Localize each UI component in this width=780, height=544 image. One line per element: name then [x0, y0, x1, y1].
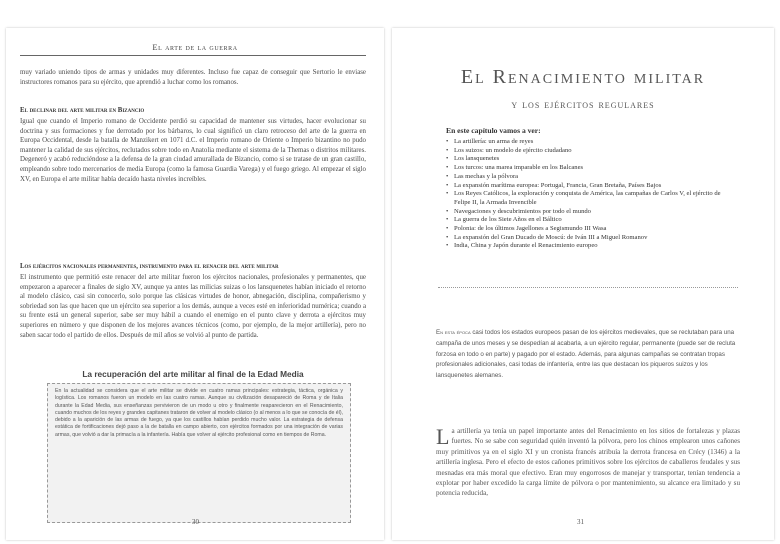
sidebar-box — [47, 383, 351, 523]
box-title: La recuperación del arte militar al final de la Edad Media — [82, 369, 304, 379]
intro-lead-words: En esta época — [436, 329, 471, 336]
chapter-topic-item: • La expansión marítima europea: Portugal, Francia, Gran Bretaña, Países Bajos — [446, 182, 736, 191]
page-number-left: 30 — [192, 518, 199, 526]
chapter-topic-item: • Los lansquenetes — [446, 155, 736, 164]
header-rule — [20, 55, 366, 56]
intro-paragraph-text: casi todos los estados europeos pasan de los ejércitos medievales, que se reclutaban para una campaña de unos meses y se despedían al acabarla, a un ejército regular, permanente (puede ser de recluta forzosa en todo o en parte) y pagado por el estado. Además, para algunas campañas se contratan tropas profesionales adicionales, casi todas de infantería, entre las que destacan los piqueros suizos y los lansquenetes alemanes. — [436, 329, 736, 380]
left-page — [6, 28, 384, 540]
page-number-right: 31 — [577, 518, 584, 526]
right-page — [392, 28, 774, 540]
box-text: En la actualidad se considera que el arte militar se divide en cuatro ramas principales: estrategia, táctica, orgánica y logística. Los romanos fueron un modelo en las cuatro ramas. Aunque su civilización desapareció de Roma y de Italia durante la Edad Media, sus enseñanzas pervivieron de un modo u otro y finalmente reaparecieron en el Renacimiento, cuando muchos de los reyes y grandes capitanes trataron de volver al modelo clásico (o al menos a lo que se conocía de él), debido a la aparición de las armas de fuego, ya que los castillos habían perdido mucho valor. La estrategia de defensa estática de fortificaciones dejó paso a la de batalla en campo abierto, con ejércitos formados por una integración de varias armas, que volvió a dar la primacía a la infantería. Había que volver al ejército profesional como en tiempos de Roma. — [55, 388, 343, 438]
continuation-paragraph: muy variado uniendo tipos de armas y unidades muy diferentes. Incluso fue capaz de conseguir que Sertorio le enviase instructores romanos para su ejército, que aprendió a luchar como los romanos. — [20, 69, 366, 86]
running-head: El arte de la guerra — [152, 42, 238, 52]
chapter-topic-item: • Navegaciones y descubrimientos por todo el mundo — [446, 208, 736, 217]
chapter-intro-paragraph — [436, 328, 740, 382]
chapter-subtitle: y los ejércitos regulares — [511, 97, 655, 111]
chapter-topic-item: • Polonia: de los últimos Jagellones a Segismundo III Wasa — [446, 225, 736, 234]
chapter-topic-item: • Las mechas y la pólvora — [446, 173, 736, 182]
chapter-topic-item: • Los Reyes Católicos, la exploración y conquista de América, las campañas de Carlos V, el ejército de Felipe II, la Armada Invencible — [446, 190, 736, 207]
chapter-title: El Renacimiento militar — [460, 66, 706, 88]
chapter-topic-item: • Los suizos: un modelo de ejército ciudadano — [446, 147, 736, 156]
chapter-topics-list — [446, 138, 736, 251]
chapter-intro-label: En este capítulo vamos a ver: — [446, 126, 541, 135]
dotted-divider — [438, 287, 738, 288]
main-paragraph — [436, 426, 740, 499]
chapter-topic-item: • La artillería: un arma de reyes — [446, 138, 736, 147]
drop-cap: L — [436, 424, 450, 449]
main-paragraph-text: a artillería ya tenía un papel importante antes del Renacimiento en los sitios de fortalezas y plazas fuertes. No se sabe con seguridad quién inventó la pólvora, pero los chinos emplearon unos cañones muy primitivos ya en el siglo XI y un cronista francés atribuía la derrota francesa en Crécy (1346) a la artillería inglesa. Pero el efecto de estos cañones primitivos sobre los ejércitos de caballeros feudales y sus mesnadas era más moral que efectivo. Eran muy engorrosos de manejar y transportar, tenían tendencia a explotar por haber excedido la carga límite de pólvora o por mantenimiento, su alcance era limitado y su potencia reducida, — [436, 427, 740, 498]
section-heading-ejercitos: Los ejércitos nacionales permanentes, instrumento para el renacer del arte militar — [20, 263, 279, 270]
section-paragraph-ejercitos: El instrumento que permitió este renacer del arte militar fueron los ejércitos nacionales, profesionales y permanentes, que empezaron a aparecer a finales de siglo XV, aunque ya antes las milicias suizas o los lansquenetes habían iniciado el retorno al modelo clásico, casi sin conocerlo, solo porque las clásicas virtudes de honor, abnegación, disciplina, compañerismo y sobriedad son las que hacen que un ejército sea superior a los demás, aunque a veces esté en inferioridad numérica; cuando a su frente está un general superior, sabe ser muy hábil a cuando el enemigo en el punto clave y derrota a ejércitos muy superiores en número y que disponen de los mejores avances técnicos (como, por ejemplo, de la mejor artillería), pero no saben sacar todo el partido de ellos. Después de mil años se volvió al punto de partida. — [20, 274, 366, 339]
chapter-topic-item: • Los turcos: una marea imparable en los Balcanes — [446, 164, 736, 173]
chapter-topic-item: • India, China y Japón durante el Renacimiento europeo — [446, 242, 736, 251]
section-paragraph-bizancio: Igual que cuando el Imperio romano de Occidente perdió su capacidad de mantener sus virtudes, hacer evolucionar su doctrina y sus formaciones y fue derrotado por los bárbaros, lo cual significó un claro retroceso del arte de la guerra en Europa Occidental, desde la batalla de Manzikert en 1071 d.C. el Imperio romano de Oriente o Imperio bizantino no pudo mantener la calidad de sus ejércitos, reclutados sobre todo en Anatolia mediante el sistema de la Themas o distritos militares. Degeneró y acabó reduciéndose a la defensa de la gran ciudad amurallada de Bizancio, como si se tratase de un gran castillo, empleando sobre todo mercenarios de media Europa (como la famosa Guardia Varega) y el fuego griego. Al empezar el siglo XV, en Europa el arte militar había decaído hasta niveles increíbles. — [20, 118, 366, 183]
chapter-topic-item: • La expansión del Gran Ducado de Moscú: de Iván III a Miguel Romanov — [446, 234, 736, 243]
chapter-topic-item: • La guerra de los Siete Años en el Báltico — [446, 216, 736, 225]
section-heading-bizancio: El declinar del arte militar en Bizancio — [20, 107, 145, 114]
